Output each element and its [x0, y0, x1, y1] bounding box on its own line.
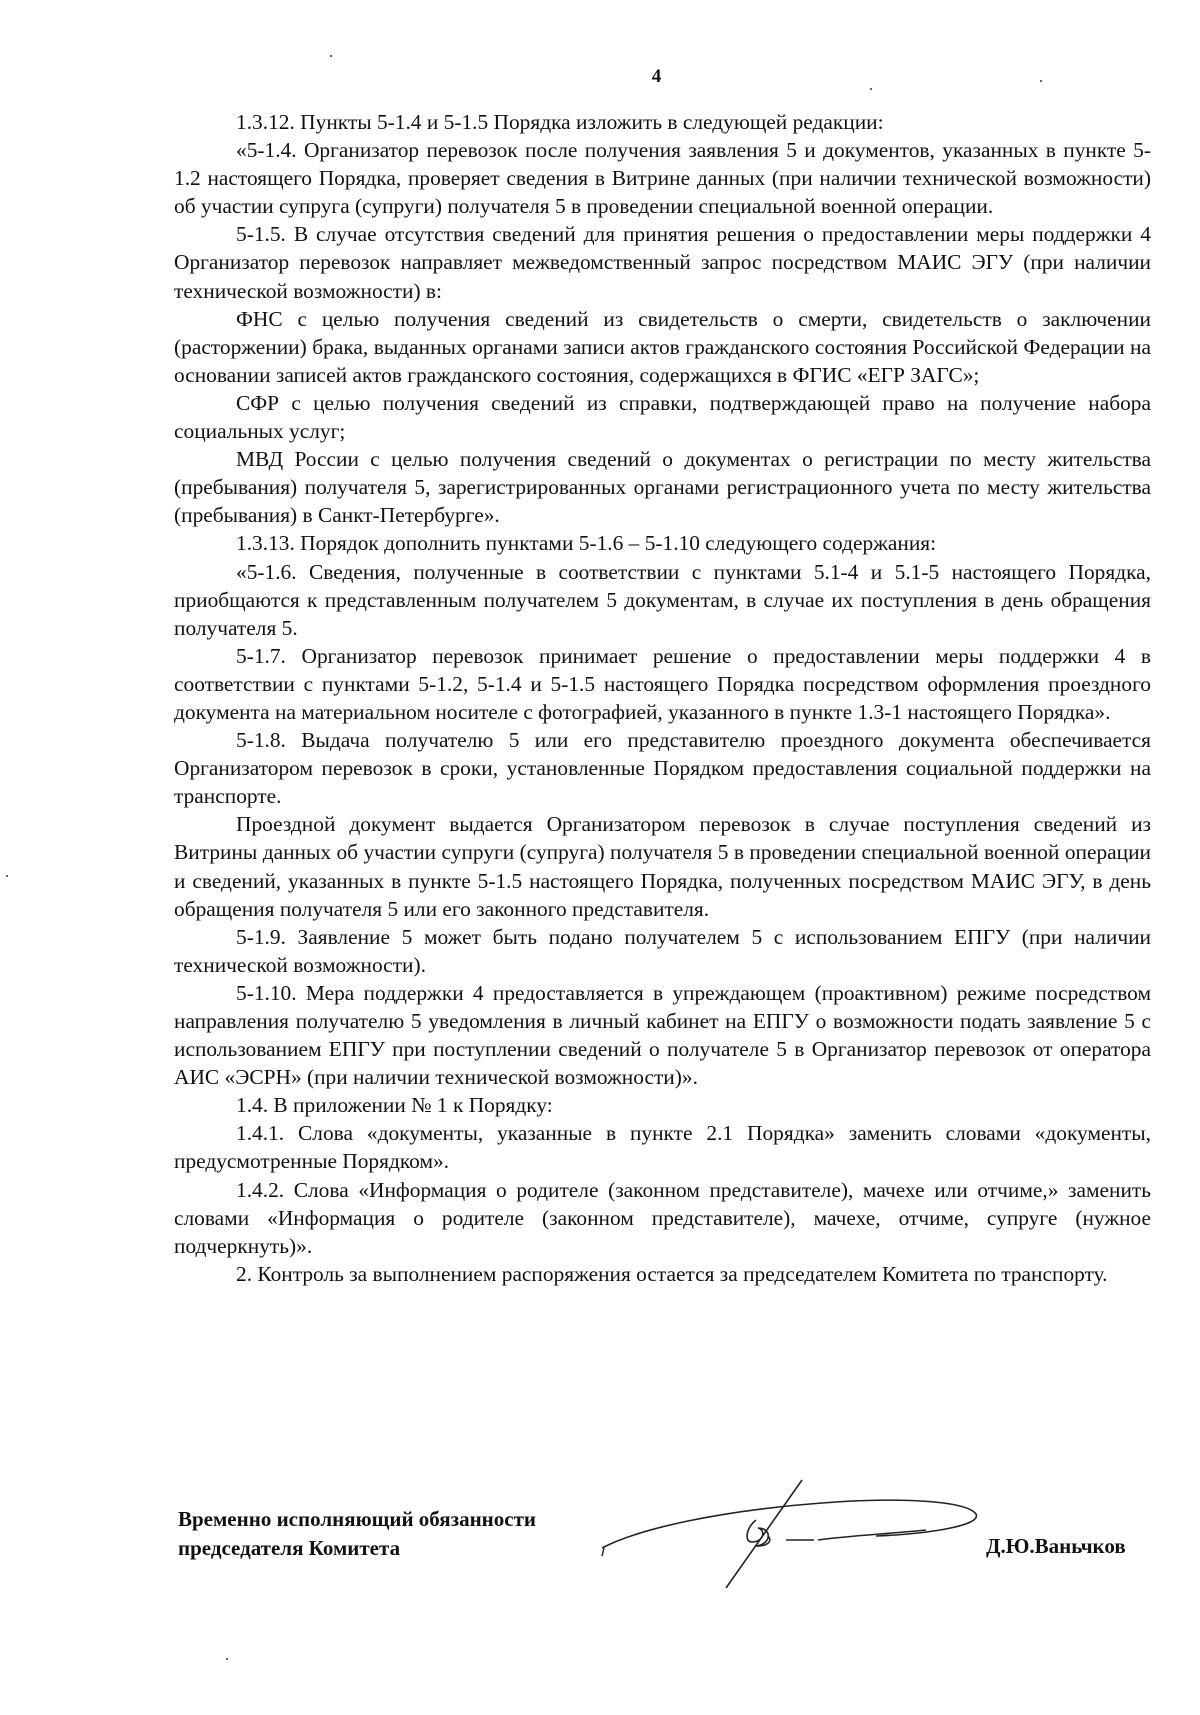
document-body	[174, 108, 1151, 1288]
scan-speck	[330, 55, 332, 57]
scan-speck	[870, 88, 872, 90]
paragraph-1-3-13: 1.3.13. Порядок дополнить пунктами 5-1.6 – 5-1.10 следующего содержания:	[236, 531, 937, 556]
paragraph-1-4: 1.4. В приложении № 1 к Порядку:	[236, 1093, 553, 1118]
position-line-1: Временно исполняющий обязанности	[178, 1507, 537, 1531]
paragraph-5-1-5: 5-1.5. В случае отсутствия сведений для принятия решения о предоставлении меры поддержки 4 Организатор перевозок направляет межведомственный запрос посредством МАИС ЭГУ (при наличии технической возможности) в:	[174, 222, 1151, 303]
paragraph-1-4-2: 1.4.2. Слова «Информация о родителе (законном представителе), мачехе или отчиме,» заменить словами «Информация о родителе (законном представителе), мачехе, отчиме, супруге (нужное подчеркнуть)».	[174, 1177, 1151, 1258]
paragraph-mvd: МВД России с целью получения сведений о документах о регистрации по месту жительства (пребывания) получателя 5, зарегистрированных органами регистрационного учета по месту жительства (пребывания) в Санкт-Петербурге».	[174, 447, 1151, 528]
paragraph-sfr: СФР с целью получения сведений из справки, подтверждающей право на получение набора социальных услуг;	[174, 390, 1151, 444]
signatory-position	[178, 1505, 536, 1563]
paragraph-5-1-8: 5-1.8. Выдача получателю 5 или его представителю проездного документа обеспечивается Организатором перевозок в сроки, установленные Порядком предоставления социальной поддержки на транспорте.	[174, 728, 1151, 809]
scan-speck	[1040, 80, 1042, 82]
position-line-2: председателя Комитета	[178, 1536, 401, 1560]
paragraph-5-1-6: «5-1.6. Сведения, полученные в соответствии с пунктами 5.1-4 и 5.1-5 настоящего Порядка, приобщаются к представленным получателем 5 документам, в случае их поступления в день обращения получателя 5.	[174, 559, 1151, 640]
paragraph-travel-document: Проездной документ выдается Организатором перевозок в случае поступления сведений из Витрины данных об участии супруги (супруга) получателя 5 в проведении специальной военной операции и сведений, указанных в пункте 5-1.5 настоящего Порядка, полученных посредством МАИС ЭГУ, в день обращения получателя 5 или его законного представителя.	[174, 812, 1151, 921]
paragraph-5-1-10: 5-1.10. Мера поддержки 4 предоставляется в упреждающем (проактивном) режиме посредством направления получателю 5 уведомления в личный кабинет на ЕПГУ о возможности подать заявление 5 с использованием ЕПГУ при поступлении сведений о получателе 5 в Организатор перевозок от оператора АИС «ЭСРН» (при наличии технической возможности)».	[174, 980, 1151, 1090]
paragraph-1-3-12: 1.3.12. Пункты 5-1.4 и 5-1.5 Порядка изложить в следующей редакции:	[236, 110, 884, 134]
scan-speck	[6, 875, 8, 877]
paragraph-1-4-1: 1.4.1. Слова «документы, указанные в пункте 2.1 Порядка» заменить словами «документы, предусмотренные Порядком».	[174, 1121, 1151, 1174]
paragraph-5-1-7: 5-1.7. Организатор перевозок принимает решение о предоставлении меры поддержки 4 в соответствии с пунктами 5-1.2, 5-1.4 и 5-1.5 настоящего Порядка посредством оформления проездного документа на материальном носителе с фотографией, указанного в пункте 1.3-1 настоящего Порядка».	[174, 643, 1151, 724]
page-number: 4	[651, 66, 662, 87]
scan-speck	[226, 1658, 228, 1660]
paragraph-2-control: 2. Контроль за выполнением распоряжения остается за председателем Комитета по транспорту.	[236, 1261, 1108, 1286]
handwritten-signature	[596, 1470, 986, 1600]
paragraph-5-1-4: «5-1.4. Организатор перевозок после получения заявления 5 и документов, указанных в пункте 5-1.2 настоящего Порядка, проверяет сведения в Витрине данных (при наличии технической возможности) об участии супруга (супруги) получателя 5 в проведении специальной военной операции.	[174, 138, 1151, 219]
signer-name: Д.Ю.Ваньчков	[986, 1534, 1126, 1558]
paragraph-fns: ФНС с целью получения сведений из свидетельств о смерти, свидетельств о заключении (расторжении) брака, выданных органами записи актов гражданского состояния Российской Федерации на основании записей актов гражданского состояния, содержащихся в ФГИС «ЕГР ЗАГС»;	[174, 306, 1151, 387]
paragraph-5-1-9: 5-1.9. Заявление 5 может быть подано получателем 5 с использованием ЕПГУ (при наличии технической возможности).	[174, 924, 1151, 977]
